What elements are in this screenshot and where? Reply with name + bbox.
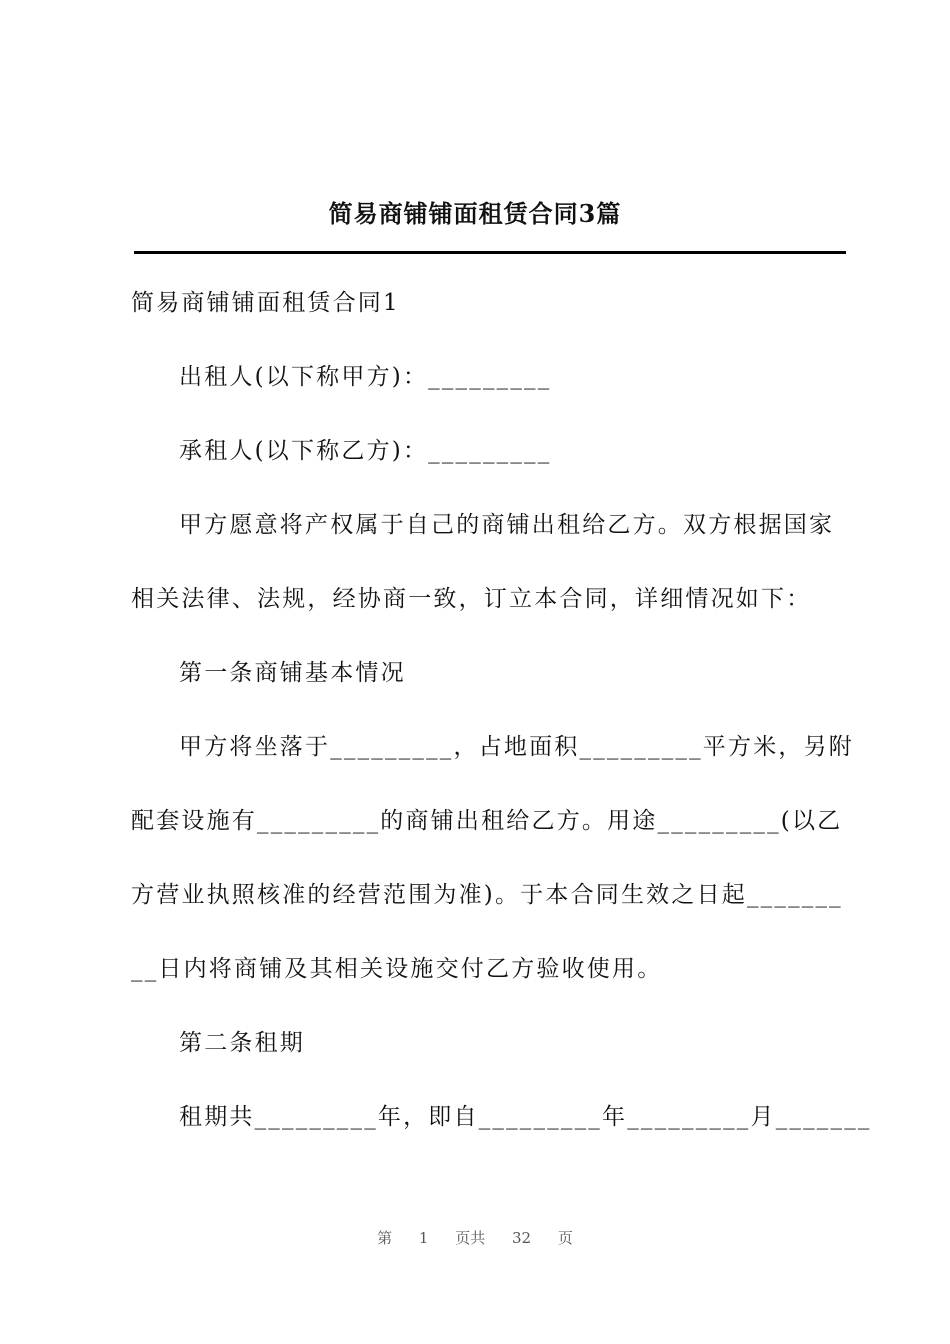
lessor-line: 出租人(以下称甲方)：_________ xyxy=(179,364,552,390)
paragraph-line: __日内将商铺及其相关设施交付乙方验收使用。 xyxy=(131,956,663,982)
footer-page-number: 1 xyxy=(418,1229,429,1247)
paragraph-line: 配套设施有_________的商铺出租给乙方。用途_________(以乙 xyxy=(131,808,843,834)
article-2-heading: 第二条租期 xyxy=(179,1030,305,1056)
paragraph-line: 相关法律、法规，经协商一致，订立本合同，详细情况如下： xyxy=(131,586,812,612)
paragraph-line: 方营业执照核准的经营范围为准)。于本合同生效之日起_______ xyxy=(131,882,843,908)
title-divider xyxy=(134,251,846,254)
footer-middle: 页共 xyxy=(455,1229,486,1247)
article-1-heading: 第一条商铺基本情况 xyxy=(179,660,406,686)
section-heading-contract-1: 简易商铺铺面租赁合同1 xyxy=(131,290,400,316)
footer-total-pages: 32 xyxy=(512,1229,532,1247)
footer-suffix: 页 xyxy=(557,1229,573,1247)
page-footer xyxy=(0,1227,950,1248)
document-title: 简易商铺铺面租赁合同3篇 xyxy=(328,199,622,228)
paragraph-line: 租期共_________年，即自_________年_________月_______ xyxy=(179,1104,872,1130)
footer-prefix: 第 xyxy=(377,1229,393,1247)
lessee-line: 承租人(以下称乙方)：_________ xyxy=(179,438,552,464)
document-body xyxy=(131,266,872,1154)
paragraph-line: 甲方愿意将产权属于自己的商铺出租给乙方。双方根据国家 xyxy=(179,512,835,538)
paragraph-line: 甲方将坐落于_________，占地面积_________平方米，另附 xyxy=(179,734,854,760)
